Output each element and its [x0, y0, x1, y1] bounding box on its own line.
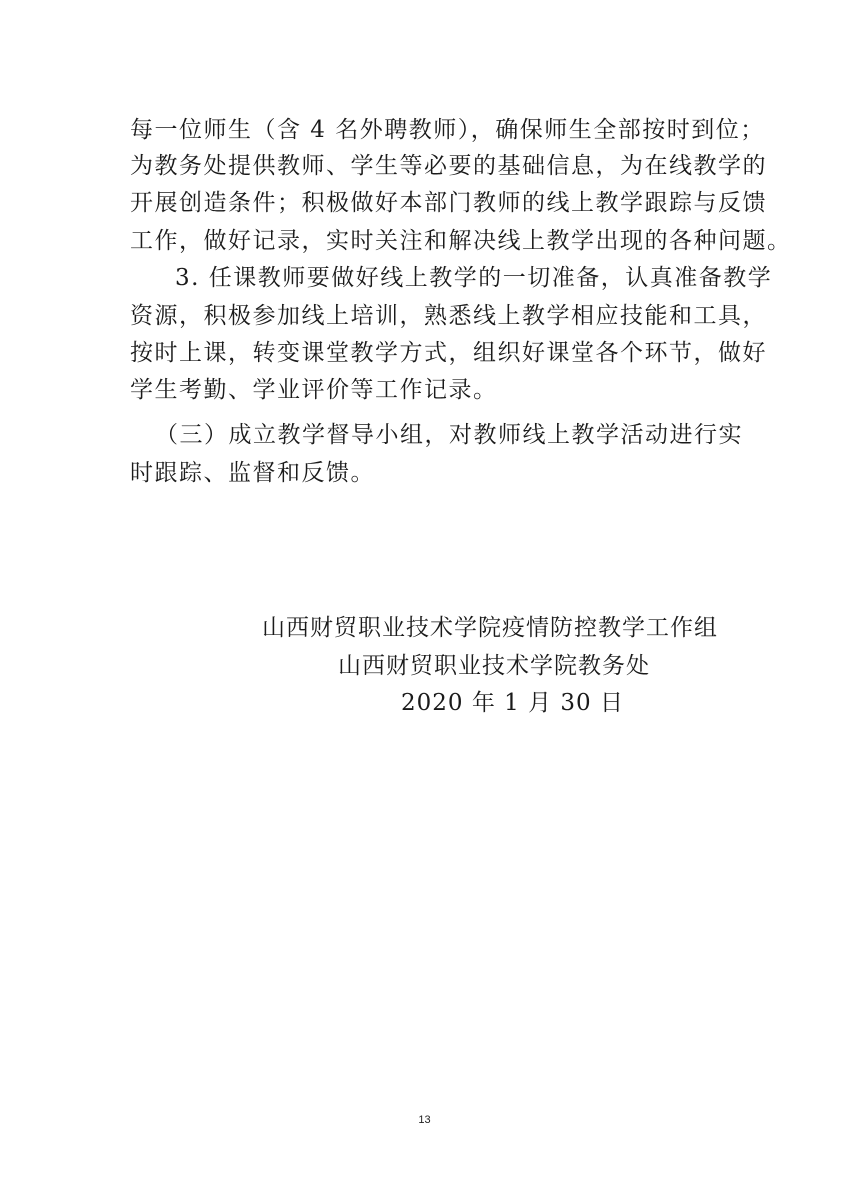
body-line-paragraph-start: 3. 任课教师要做好线上教学的一切准备，认真准备教学 [175, 265, 773, 291]
body-line: 工作，做好记录，实时关注和解决线上教学出现的各种问题。 [130, 228, 792, 254]
body-line: 为教务处提供教师、学生等必要的基础信息，为在线教学的 [130, 153, 767, 179]
body-line: 时跟踪、监督和反馈。 [130, 460, 375, 486]
signature-org-1: 山西财贸职业技术学院疫情防控教学工作组 [262, 615, 718, 641]
body-line: 开展创造条件；积极做好本部门教师的线上教学跟踪与反馈 [130, 190, 767, 216]
body-line-section-heading: （三）成立教学督导小组，对教师线上教学活动进行实 [155, 422, 743, 448]
body-line: 资源，积极参加线上培训，熟悉线上教学相应技能和工具， [130, 303, 767, 329]
body-line: 按时上课，转变课堂教学方式，组织好课堂各个环节，做好 [130, 340, 767, 366]
body-line: 学生考勤、学业评价等工作记录。 [130, 377, 498, 403]
signature-org-2: 山西财贸职业技术学院教务处 [338, 653, 650, 679]
signature-date: 2020 年 1 月 30 日 [401, 690, 624, 716]
page-number: 13 [418, 1114, 431, 1126]
body-line: 每一位师生（含 4 名外聘教师），确保师生全部按时到位； [130, 117, 765, 143]
